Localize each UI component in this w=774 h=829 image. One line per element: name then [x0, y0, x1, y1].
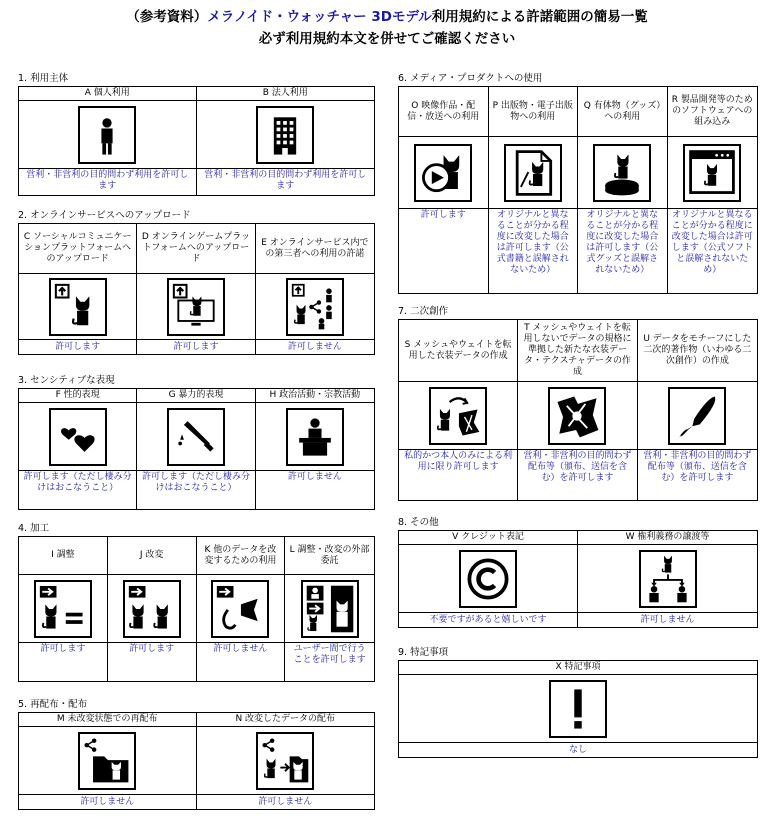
icon-cell	[518, 382, 637, 450]
section-usage-subject	[18, 72, 375, 196]
header-suffix: 利用規約による許諾範囲の簡易一覧	[431, 9, 648, 25]
item-result-r: オリジナルと異なることが分かる程度に改変した場合は許可します（公式ソフトと誤解されないため）	[671, 210, 753, 275]
building-icon	[256, 106, 314, 164]
icon-cell	[578, 545, 757, 613]
section-sensitive-expression	[18, 374, 375, 510]
item-result-u: 営利・非営利の目的問わず配布等（頒布、送信を含む）を許可します	[643, 451, 752, 483]
item-result-w: 許可しません	[640, 614, 695, 625]
item-result-m: 許可しません	[19, 795, 197, 809]
monitor-upload-icon	[167, 278, 225, 336]
item-head-i: I 調整	[19, 537, 108, 575]
podium-icon	[286, 408, 344, 466]
icon-cell	[256, 403, 374, 471]
item-result-p: オリジナルと異なることが分かる程度に改変した場合は許可します（公式書籍と誤解されないため）	[489, 209, 579, 293]
item-result-q: オリジナルと異なることが分かる程度に改変した場合は許可します（公式グッズと誤解されないため）	[578, 209, 668, 293]
icon-cell	[638, 382, 757, 450]
section-derivative-works	[398, 305, 758, 501]
item-result-b: 営利・非営利の目的問わず利用を許可します	[204, 170, 367, 191]
item-head-n: N 改変したデータの配布	[197, 713, 375, 727]
section-title: 4. 加工	[18, 523, 50, 534]
section-redistribution	[18, 698, 375, 810]
icon-cell	[197, 101, 375, 169]
icon-cell	[19, 274, 137, 340]
table	[398, 86, 758, 294]
cloth-icon	[548, 387, 606, 445]
pen-icon	[668, 387, 726, 445]
table	[18, 712, 375, 810]
icon-cell	[197, 727, 375, 795]
icon-cell	[399, 675, 757, 743]
table	[18, 536, 375, 682]
item-head-o: O 映像作品・配信・放送への利用	[399, 87, 489, 137]
item-head-v: V クレジット表記	[399, 531, 578, 545]
item-result-l: ユーザー間で行うことを許可します	[293, 644, 366, 665]
icon-cell	[578, 137, 668, 209]
item-head-d: D オンラインゲームプラットフォームへのアップロード	[137, 224, 255, 274]
item-result-c: 許可します	[19, 340, 137, 354]
icon-cell	[137, 274, 255, 340]
table	[18, 223, 375, 355]
section-other	[398, 516, 758, 628]
item-head-g: G 暴力的表現	[137, 389, 255, 403]
item-head-b: B 法人利用	[197, 87, 375, 101]
table	[398, 660, 758, 758]
item-head-c: C ソーシャルコミュニケーションプラットフォームへのアップロード	[19, 224, 137, 274]
header-product-name: メラノイド・ウォッチャー 3Dモデル	[207, 9, 432, 25]
icon-cell	[399, 382, 518, 450]
section-title: 6. メディア・プロダクトへの使用	[398, 73, 543, 84]
item-result-i: 許可します	[19, 643, 108, 681]
item-head-u: U データをモチーフにした二次的著作物（いわゆる二次創作）の作成	[638, 320, 757, 382]
knife-icon	[167, 408, 225, 466]
section-title: 2. オンラインサービスへのアップロード	[18, 210, 191, 221]
item-head-r: R 製品開発等のためのソフトウェアへの組み込み	[668, 87, 758, 137]
software-icon	[683, 144, 741, 202]
item-head-k: K 他のデータを改変するための利用	[197, 537, 286, 575]
item-head-l: L 調整・改変の外部委託	[285, 537, 374, 575]
section-title: 9. 特記事項	[398, 647, 449, 658]
exclamation-icon	[549, 680, 607, 738]
document-icon	[504, 144, 562, 202]
item-head-e: E オンラインサービス内での第三者への利用の許諾	[256, 224, 374, 274]
figure-icon	[593, 144, 651, 202]
hearts-icon	[49, 408, 107, 466]
table	[398, 319, 758, 501]
transfer-icon	[429, 387, 487, 445]
item-head-j: J 改変	[108, 537, 197, 575]
video-icon	[414, 144, 472, 202]
item-result-s: 私的かつ本人のみによる利用に限り許可します	[399, 450, 518, 500]
section-online-upload	[18, 209, 375, 355]
icon-cell	[19, 101, 197, 169]
item-result-j: 許可します	[108, 643, 197, 681]
item-result-o: 許可します	[399, 209, 489, 293]
item-result-d: 許可します	[137, 340, 255, 354]
item-head-p: P 出版物・電子出版物への利用	[489, 87, 579, 137]
distribute-modified-icon	[256, 732, 314, 790]
section-title: 8. その他	[398, 517, 439, 528]
item-head-q: Q 有体物（グッズ）への利用	[578, 87, 668, 137]
icon-cell	[285, 575, 374, 643]
icon-cell	[197, 575, 286, 643]
redistribute-icon	[78, 732, 136, 790]
header-line-2: 必ず利用規約本文を併せてご確認ください	[258, 31, 516, 47]
table	[18, 86, 375, 196]
table	[18, 388, 375, 510]
adjust-icon	[34, 580, 92, 638]
item-result-n: 許可しません	[258, 796, 313, 807]
parts-icon	[211, 580, 269, 638]
icon-cell	[256, 274, 374, 340]
icon-cell	[108, 575, 197, 643]
share-users-icon	[286, 278, 344, 336]
item-head-m: M 未改変状態での再配布	[19, 713, 197, 727]
item-head-h: H 政治活動・宗教活動	[256, 389, 374, 403]
item-result-v: 不要ですがあると嬉しいです	[399, 613, 578, 627]
section-processing	[18, 522, 375, 682]
modify-icon	[123, 580, 181, 638]
item-result-a: 営利・非営利の目的問わず利用を許可します	[19, 169, 197, 195]
document-header	[0, 6, 774, 50]
section-title: 1. 利用主体	[18, 73, 69, 84]
item-result-k: 許可しません	[197, 643, 286, 681]
item-result-e: 許可しません	[287, 341, 342, 352]
section-media-products	[398, 72, 758, 294]
icon-cell	[399, 545, 578, 613]
item-head-f: F 性的表現	[19, 389, 137, 403]
item-result-h: 許可しません	[287, 472, 342, 482]
transfer-rights-icon	[639, 550, 697, 608]
item-result-x: なし	[568, 744, 587, 755]
section-title: 3. センシティブな表現	[18, 375, 115, 386]
icon-cell	[489, 137, 579, 209]
section-title: 5. 再配布・配布	[18, 699, 88, 710]
outsource-icon	[301, 580, 359, 638]
item-head-a: A 個人利用	[19, 87, 197, 101]
section-special-notes	[398, 646, 758, 758]
section-title: 7. 二次創作	[398, 306, 449, 317]
copyright-icon	[459, 550, 517, 608]
icon-cell	[19, 727, 197, 795]
icon-cell	[19, 403, 137, 471]
person-icon	[78, 106, 136, 164]
item-head-s: S メッシュやウェイトを転用した衣装データの作成	[399, 320, 518, 382]
header-line-1	[0, 6, 774, 28]
item-head-t: T メッシュやウェイトを転用しないでデータの規格に準拠した新たな衣装データ・テクスチャデータの作成	[518, 320, 637, 382]
table	[398, 530, 758, 628]
item-head-x: X 特記事項	[399, 661, 757, 675]
header-prefix: （参考資料）	[126, 9, 208, 25]
icon-cell	[19, 575, 108, 643]
item-result-t: 営利・非営利の目的問わず配布等（頒布、送信を含む）を許可します	[518, 450, 637, 500]
item-result-g: 許可します（ただし棲み分けはおこなうこと）	[137, 471, 255, 509]
icon-cell	[137, 403, 255, 471]
item-result-f: 許可します（ただし棲み分けはおこなうこと）	[19, 471, 137, 509]
upload-icon	[49, 278, 107, 336]
icon-cell	[399, 137, 489, 209]
item-head-w: W 権利義務の譲渡等	[578, 531, 757, 545]
icon-cell	[668, 137, 758, 209]
